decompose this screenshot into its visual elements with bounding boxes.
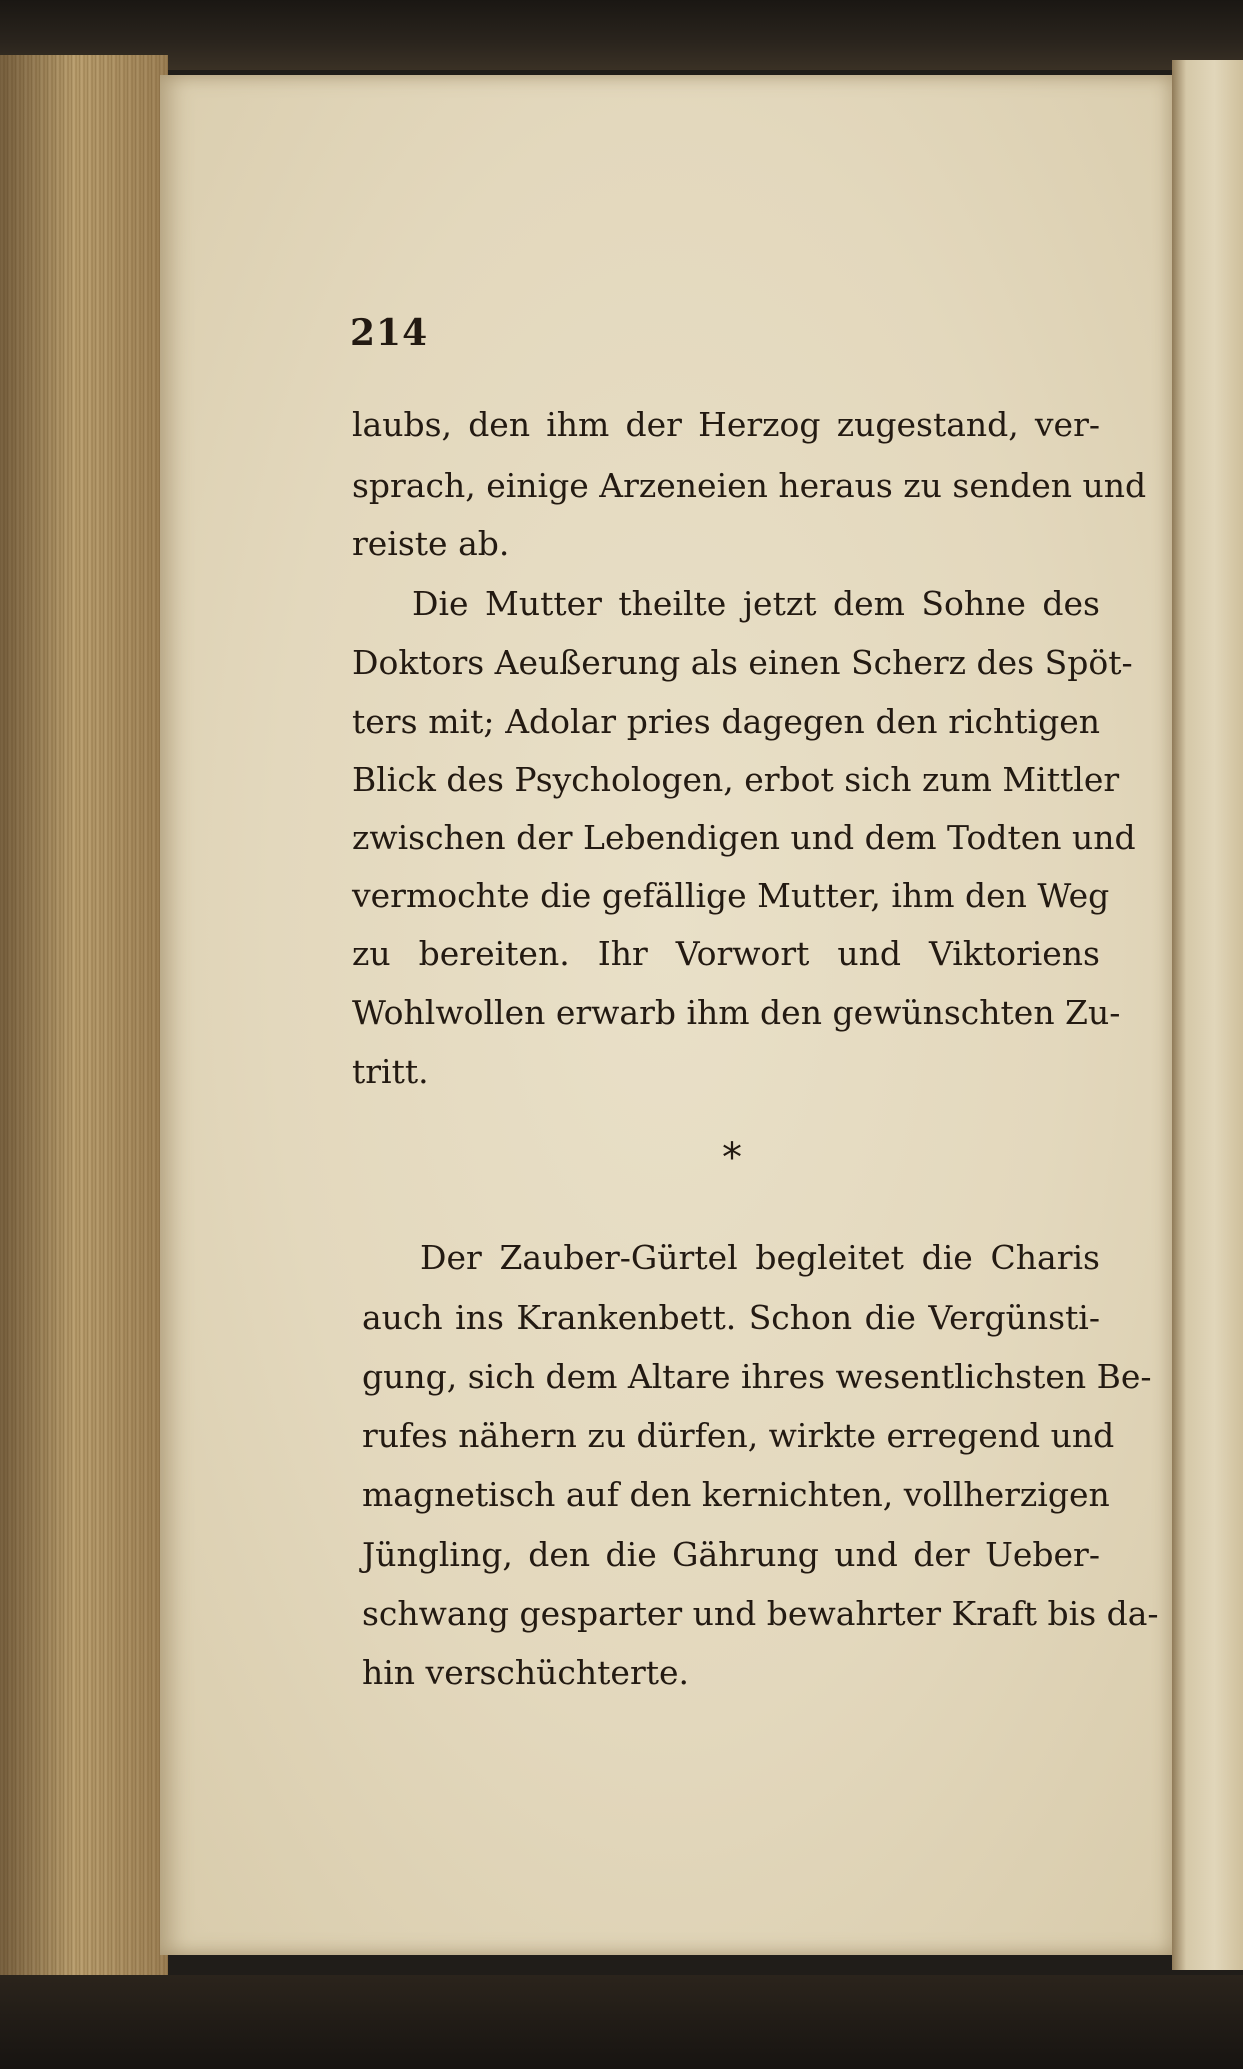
previous-pages-edge <box>0 55 168 1985</box>
text-line: magnetisch auf den kernichten, vollherzigen <box>362 1475 1110 1514</box>
text-line: reiste ab. <box>352 524 510 563</box>
text-line: Doktors Aeußerung als einen Scherz des Spöt- <box>352 643 1133 682</box>
page-number: 214 <box>350 312 429 354</box>
text-line: rufes nähern zu dürfen, wirkte erregend und <box>362 1416 1115 1455</box>
text-line: laubs, den ihm der Herzog zugestand, ver- <box>352 405 1100 444</box>
bottom-shadow <box>0 1975 1243 2069</box>
next-page-sliver <box>1172 60 1243 1970</box>
text-line: tritt. <box>352 1052 429 1091</box>
text-line: Die Mutter theilte jetzt dem Sohne des <box>412 584 1100 623</box>
text-line: ters mit; Adolar pries dagegen den richtigen <box>352 702 1100 741</box>
text-line: sprach, einige Arzeneien heraus zu senden und <box>352 466 1147 505</box>
text-line: auch ins Krankenbett. Schon die Vergünsti- <box>362 1298 1100 1337</box>
text-line: schwang gesparter und bewahrter Kraft bis da- <box>362 1594 1159 1633</box>
text-line: Der Zauber-Gürtel begleitet die Charis <box>420 1238 1100 1277</box>
section-divider-asterisk: * <box>722 1135 742 1181</box>
text-line: Blick des Psychologen, erbot sich zum Mittler <box>352 760 1120 799</box>
text-line: hin verschüchterte. <box>362 1653 690 1692</box>
text-line: Wohlwollen erwarb ihm den gewünschten Zu- <box>352 993 1121 1032</box>
text-line: zwischen der Lebendigen und dem Todten und <box>352 818 1136 857</box>
top-binding-shadow <box>0 0 1243 70</box>
text-line: zu bereiten. Ihr Vorwort und Viktoriens <box>352 934 1100 973</box>
text-line: gung, sich dem Altare ihres wesentlichsten Be- <box>362 1357 1152 1396</box>
text-line: Jüngling, den die Gährung und der Ueber- <box>362 1535 1100 1574</box>
text-line: vermochte die gefällige Mutter, ihm den Weg <box>352 876 1110 915</box>
